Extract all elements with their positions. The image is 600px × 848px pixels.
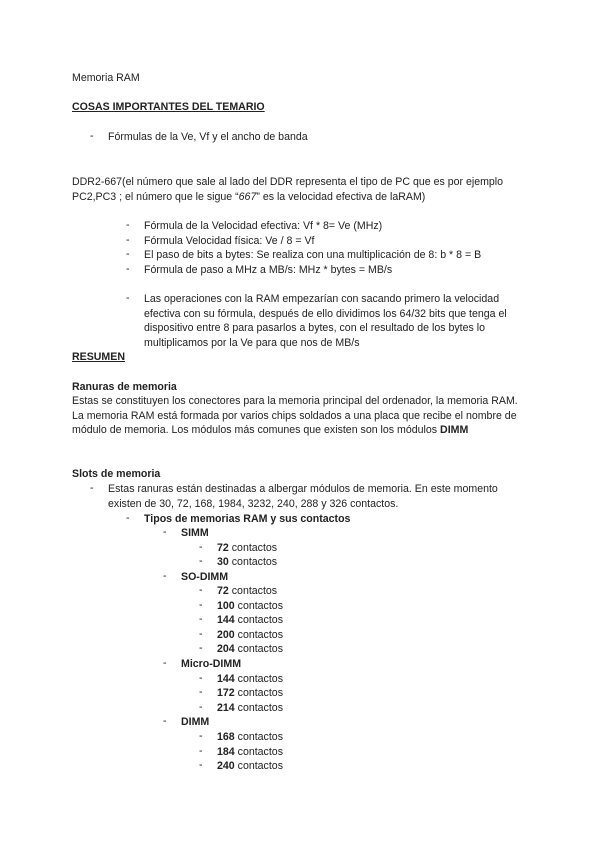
contacts-word: contactos (237, 629, 283, 641)
formula-item: El paso de bits a bytes: Se realiza con una multiplicación de 8: b * 8 = B (144, 249, 482, 261)
contacts-word: contactos (237, 702, 283, 714)
contacts-word: contactos (237, 746, 283, 758)
ranuras-text: Estas se constituyen los conectores para la memoria principal del ordenador, la memoria RAM. La memoria RAM está formada por varios chips soldados a una placa que recibe el nombre de módulo de memoria. Los módulos más comunes que existen son los módulos (72, 395, 518, 437)
contact-item (217, 701, 283, 715)
bullet-dash: - (199, 686, 203, 698)
bullet-dash: - (126, 263, 130, 275)
contact-count: 214 (217, 702, 235, 714)
contact-count: 144 (217, 673, 235, 685)
bullet-dash: - (126, 292, 130, 304)
slots-paragraph: Estas ranuras están destinadas a albergar módulos de memoria. En este momento existen de 30, 72, 168, 1984, 3232, 240, 288 y 326 contactos. (108, 483, 498, 510)
bullet-dash: - (199, 759, 203, 771)
bullet-dash: - (90, 130, 94, 142)
contact-count: 204 (217, 643, 235, 655)
document-title: Memoria RAM (72, 72, 140, 84)
bullet-dash: - (199, 613, 203, 625)
contact-item (217, 541, 277, 555)
contact-count: 100 (217, 600, 235, 612)
contact-item (217, 759, 283, 773)
contact-count: 184 (217, 746, 235, 758)
ddr-line2-before: PC2,PC3 ; el número que le sigue “ (72, 191, 239, 203)
ranuras-bold-dimm: DIMM (440, 424, 469, 437)
contact-item (217, 555, 277, 569)
memory-type-name: Micro-DIMM (181, 658, 242, 670)
bullet-dash: - (126, 234, 130, 246)
contact-count: 168 (217, 731, 235, 743)
contacts-word: contactos (231, 556, 278, 568)
bullet-dash: - (199, 745, 203, 757)
bullet-dash: - (199, 672, 203, 684)
contact-item (217, 745, 283, 759)
contact-count: 72 (217, 585, 229, 597)
contact-count: 200 (217, 629, 235, 641)
bullet-dash: - (126, 219, 130, 231)
bullet-dash: - (163, 526, 167, 538)
bullet-dash: - (199, 642, 203, 654)
contact-item (217, 730, 283, 744)
bullet-dash: - (199, 555, 203, 567)
contacts-word: contactos (231, 542, 278, 554)
contact-item (217, 584, 277, 598)
contact-count: 72 (217, 542, 229, 554)
bullet-dash: - (199, 584, 203, 596)
contact-count: 144 (217, 614, 235, 626)
bullet-dash: - (163, 657, 167, 669)
contacts-word: contactos (237, 731, 283, 743)
ddr-paragraph-line-2 (72, 190, 425, 204)
contact-item (217, 599, 283, 613)
bullet-dash: - (163, 570, 167, 582)
bullet-dash: - (126, 512, 130, 524)
section-heading-resumen: RESUMEN (72, 351, 125, 363)
contact-item (217, 613, 283, 627)
contact-item (217, 628, 283, 642)
contact-count: 172 (217, 687, 235, 699)
contacts-word: contactos (237, 687, 283, 699)
contacts-word: contactos (237, 614, 283, 626)
contacts-word: contactos (237, 673, 283, 685)
formula-item: Fórmula Velocidad física: Ve / 8 = Vf (144, 235, 315, 247)
formula-item: Fórmula de la Velocidad efectiva: Vf * 8= Ve (MHz) (144, 220, 383, 232)
ranuras-paragraph (72, 394, 527, 438)
memory-type-name: DIMM (181, 716, 210, 728)
ddr-line2-after: ” es la velocidad efectiva de laRAM) (256, 191, 426, 203)
section-heading-temario: COSAS IMPORTANTES DEL TEMARIO (72, 101, 265, 113)
contact-item (217, 642, 283, 656)
contact-count: 240 (217, 760, 235, 772)
contacts-word: contactos (231, 585, 278, 597)
bullet-dash: - (199, 701, 203, 713)
formula-item: Fórmula de paso a MHz a MB/s: MHz * bytes = MB/s (144, 264, 393, 276)
ranuras-heading: Ranuras de memoria (72, 381, 177, 393)
bullet-dash: - (163, 715, 167, 727)
memory-type-name: SIMM (181, 527, 209, 539)
bullet-dash: - (199, 541, 203, 553)
ddr-paragraph-line-1: DDR2-667(el número que sale al lado del DDR representa el tipo de PC que es por ejemplo (72, 176, 504, 188)
bullet-dash: - (199, 730, 203, 742)
slots-heading: Slots de memoria (72, 468, 161, 480)
bullet-dash: - (90, 482, 94, 494)
bullet-dash: - (126, 248, 130, 260)
contacts-word: contactos (237, 760, 283, 772)
contact-count: 30 (217, 556, 229, 568)
tipos-heading: Tipos de memorias RAM y sus contactos (144, 513, 351, 525)
contact-item (217, 686, 283, 700)
contacts-word: contactos (237, 600, 283, 612)
temario-item: Fórmulas de la Ve, Vf y el ancho de banda (108, 131, 308, 143)
operations-paragraph: Las operaciones con la RAM empezarían con sacando primero la velocidad efectiva con su fórmula, después de ello dividimos los 64/32 bits que tenga el dispositivo entre 8 para pasarlos a bytes, con el resultado de los bytes lo multiplicamos por la Ve para que nos de MB/s (144, 293, 507, 349)
bullet-dash: - (199, 599, 203, 611)
ddr-line2-italic: 667 (238, 191, 257, 203)
bullet-dash: - (199, 628, 203, 640)
contacts-word: contactos (237, 643, 283, 655)
contact-item (217, 672, 283, 686)
memory-type-name: SO-DIMM (181, 571, 229, 583)
